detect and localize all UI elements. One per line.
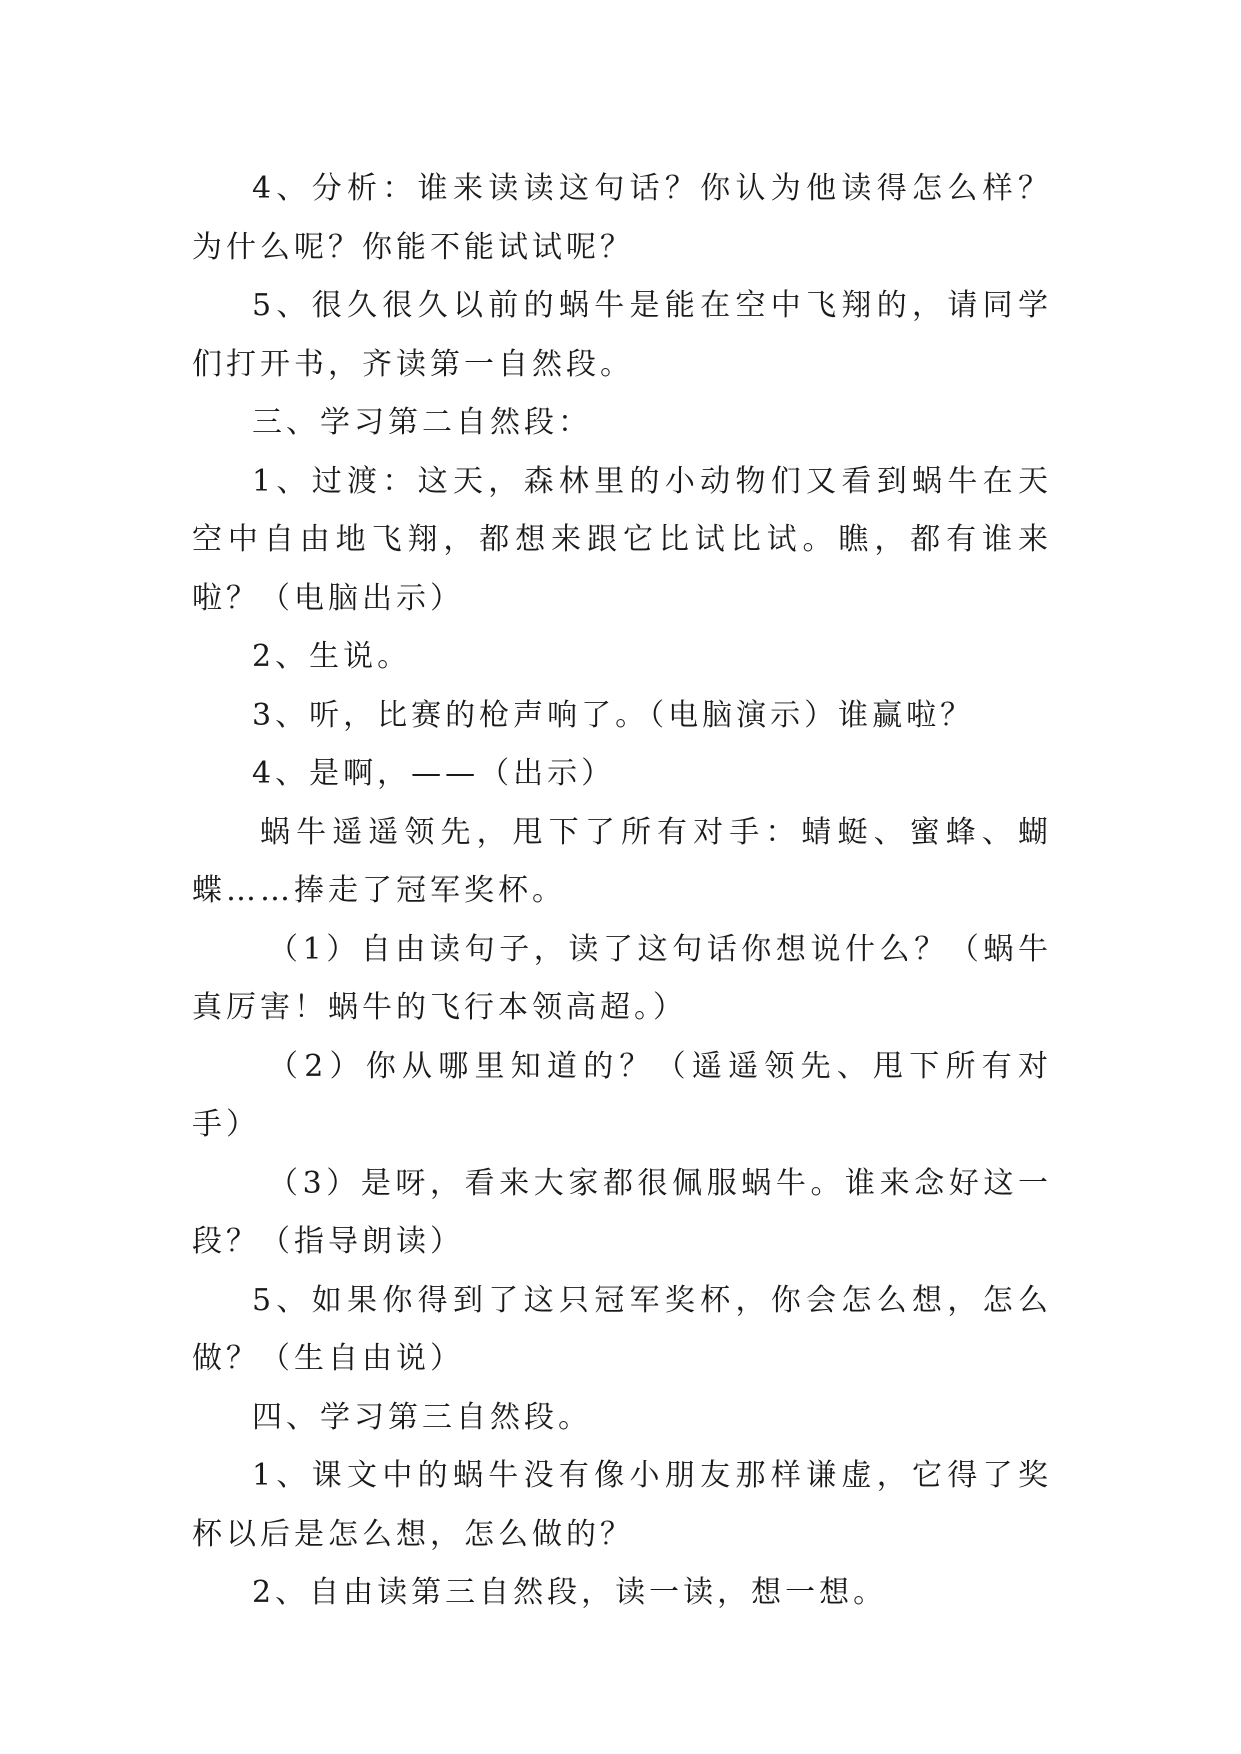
paragraph-item-3: （3）是呀，看来大家都很佩服蜗牛。谁来念好这一段？（指导朗读） — [192, 1165, 1052, 1259]
section-heading-three: 三、学习第二自然段： — [252, 405, 592, 440]
paragraph-analysis-question: 4、分析：谁来读读这句话？你认为他读得怎么样？为什么呢？你能不能试试呢？ — [192, 171, 1052, 265]
paragraph-free-read: 2、自由读第三自然段，读一读，想一想。 — [252, 1575, 888, 1610]
paragraph-snail-flying: 5、很久很久以前的蜗牛是能在空中飞翔的，请同学们打开书，齐读第一自然段。 — [192, 288, 1052, 382]
paragraph-show: 4、是啊，——（出示） — [252, 756, 616, 791]
paragraph-item-1: （1）自由读句子，读了这句话你想说什么？（蜗牛真厉害！蜗牛的飞行本领高超。） — [192, 931, 1052, 1025]
paragraph-race-start: 3、听，比赛的枪声响了。（电脑演示）谁赢啦？ — [252, 697, 975, 733]
document-body — [192, 160, 1052, 1623]
section-heading-four: 四、学习第三自然段。 — [252, 1399, 592, 1435]
paragraph-not-modest: 1、课文中的蜗牛没有像小朋友那样谦虚，它得了奖杯以后是怎么想，怎么做的？ — [192, 1458, 1052, 1552]
paragraph-transition: 1、过渡：这天，森林里的小动物们又看到蜗牛在天空中自由地飞翔，都想来跟它比试比试。瞧，都有谁来啦？（电脑出示） — [192, 463, 1052, 616]
paragraph-quote-snail-wins: 蜗牛遥遥领先，甩下了所有对手：蜻蜓、蜜蜂、蝴蝶……捧走了冠军奖杯。 — [192, 814, 1052, 908]
paragraph-students-say: 2、生说。 — [252, 639, 412, 674]
paragraph-item-2: （2）你从哪里知道的？（遥遥领先、甩下所有对手） — [192, 1048, 1052, 1142]
paragraph-trophy-question: 5、如果你得到了这只冠军奖杯，你会怎么想，怎么做？（生自由说） — [192, 1282, 1052, 1376]
